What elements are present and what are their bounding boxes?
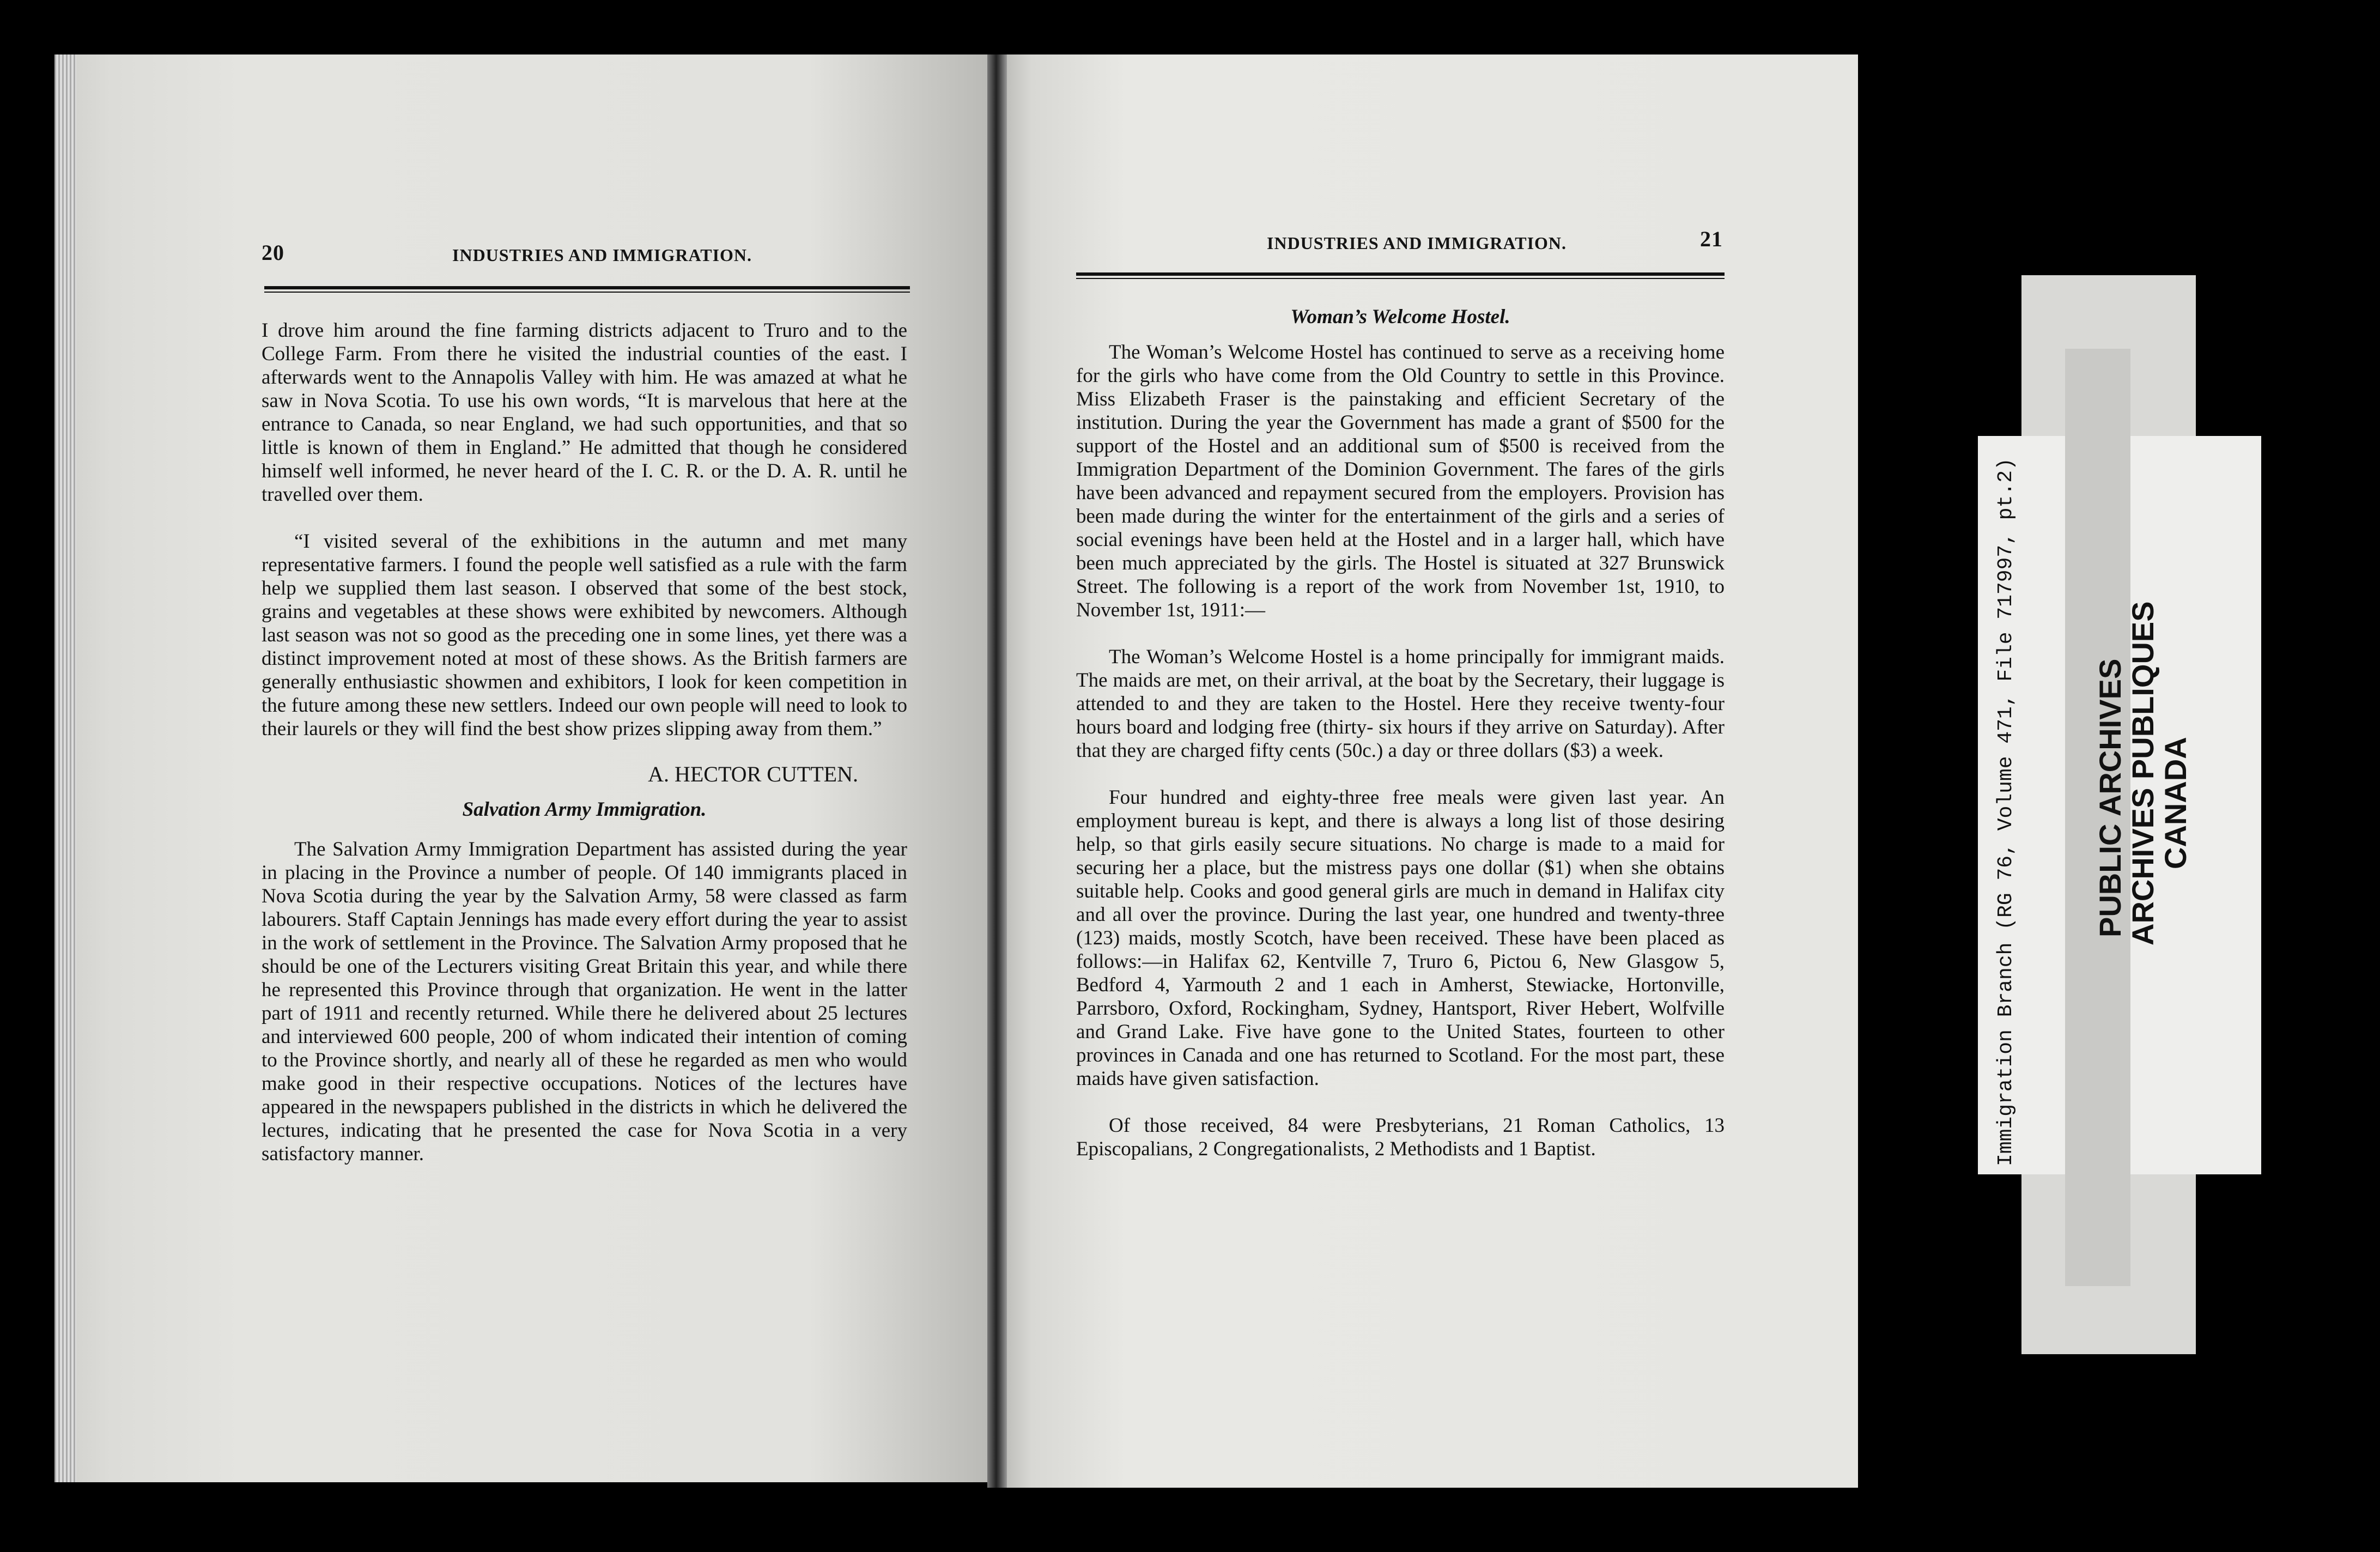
left-paragraph-2: “I visited several of the exhibitions in the autumn and met many representative farmers. I found the people well satisfied as a rule with the farm help we supplied them last season. I observed that some of the best stock, grains and vegetables at these shows were exhibited by newcomers. Although last season was not so good as the preceding one in some lines, yet there was a distinct improvement noted at most of these shows. As the British farmers are generally enthusiastic showmen and exhibitors, I look for keen competition in the future among these new settlers. Indeed our own people will need to look to their laurels or they will find the best show prizes slipping away from them.” (262, 530, 907, 740)
salvation-army-paragraph: The Salvation Army Immigration Department has assisted during the year in placing in the Province a number of people. Of 140 immigrants placed in Nova Scotia during the year by the Salvation Army, 58 were classed as farm labourers. Staff Captain Jennings has made every effort during the year to assist in the work of settlement in the Province. The Salvation Army proposed that he should be one of the Lecturers visiting Great Britain this year, and while there he represented this Province through that organization. He went in the latter part of 1911 and recently returned. While there he delivered about 25 lectures and interviewed 600 people, 200 of whom indicated their intention of coming to the Province shortly, and nearly all of these he regarded as men who would make good in their respective occupations. Notices of the lectures have appeared in the newspapers published in the districts in which he delivered the lectures, indicating that he presented the case for Nova Scotia in a very satisfactory manner. (262, 838, 907, 1165)
archive-stamp-line-1: PUBLIC ARCHIVES (2093, 658, 2127, 937)
right-paragraph-2: The Woman’s Welcome Hostel is a home principally for immigrant maids. The maids are met, on their arrival, at the boat by the Secretary, their luggage is attended to and they are taken to the Hostel. Here they receive twenty-four hours board and lodging free (thirty- six hours if they arrive on Saturday). After that they are charged fifty cents (50c.) a day or three dollars ($3) a week. (1076, 646, 1725, 762)
right-running-head: INDUSTRIES AND IMMIGRATION. (1267, 233, 1567, 253)
left-running-head: INDUSTRIES AND IMMIGRATION. (452, 245, 752, 265)
right-text-column (1076, 305, 1725, 1161)
welcome-hostel-title: Woman’s Welcome Hostel. (1290, 306, 1510, 328)
archive-stamp-line-2: ARCHIVES PUBLIQUES (2126, 601, 2160, 945)
right-paragraph-3: Four hundred and eighty-three free meals were given last year. An employment bureau is kept, and there is always a long list of those desiring help, so that girls easily secure situations. No charge is made to a maid for securing her a place, but the mistress pays one dollar ($1) when she obtains suitable help. Cooks and good general girls are much in demand in Halifax city and all over the province. During the last year, one hundred and twenty-three (123) maids, mostly Scotch, have been received. These have been placed as follows:—in Halifax 62, Kentville 7, Truro 6, Pictou 6, New Glasgow 5, Bedford 4, Yarmouth 2 and 1 each in Amherst, Stewiacke, Hortonville, Parrsboro, Oxford, Rockingham, Sydney, Hantsport, River Hebert, Wolfville and Grand Lake. Five have gone to the United States, fourteen to other provinces in Canada and one has returned to Scotland. For the most part, these maids have given satisfaction. (1076, 786, 1725, 1090)
left-header-rule (264, 286, 910, 293)
right-page-number: 21 (1700, 227, 1723, 251)
right-header-rule (1076, 272, 1725, 279)
right-paragraph-4: Of those received, 84 were Presbyterians, 21 Roman Catholics, 13 Episcopalians, 2 Congregationalists, 2 Methodists and 1 Baptist. (1076, 1114, 1725, 1160)
signature: A. HECTOR CUTTEN. (648, 762, 858, 786)
archive-stamp-line-3: CANADA (2158, 737, 2193, 869)
page-edges (54, 54, 76, 1482)
right-paragraph-1: The Woman’s Welcome Hostel has continued to serve as a receiving home for the girls who have come from the Old Country to settle in this Province. Miss Elizabeth Fraser is the painstaking and efficient Secretary of the institution. During the year the Government has made a grant of $500 for the support of the Hostel and an additional sum of $500 is received from the Immigration Department of the Dominion Government. The fares of the girls have been advanced and repayment secured from the employers. Provision has been made during the winter for the entertainment of the girls and a series of social evenings have been held at the Hostel and in a larger hall, which have been much appreciated by the girls. The Hostel is situated at 327 Brunswick Street. The following is a report of the work from November 1st, 1910, to November 1st, 1911:— (1076, 341, 1725, 621)
left-page-number: 20 (262, 240, 284, 265)
left-text-column (262, 319, 907, 1166)
book-gutter (987, 54, 1007, 1488)
left-paragraph-1: I drove him around the fine farming districts adjacent to Truro and to the College Farm. From there he visited the industrial counties of the east. I afterwards went to the Annapolis Valley with him. He was amazed at what he saw in Nova Scotia. To use his own words, “It is marvelous that here at the entrance to Canada, so near England, we had such opportunities, and that so little is known of them in England.” He admitted that though he considered himself well informed, he never heard of the I. C. R. or the D. A. R. until he travelled over them. (262, 319, 907, 506)
salvation-army-title: Salvation Army Immigration. (462, 798, 707, 821)
archive-reference: Immigration Branch (RG 76, Volume 471, File 717997, pt.2) (1994, 458, 2018, 1166)
